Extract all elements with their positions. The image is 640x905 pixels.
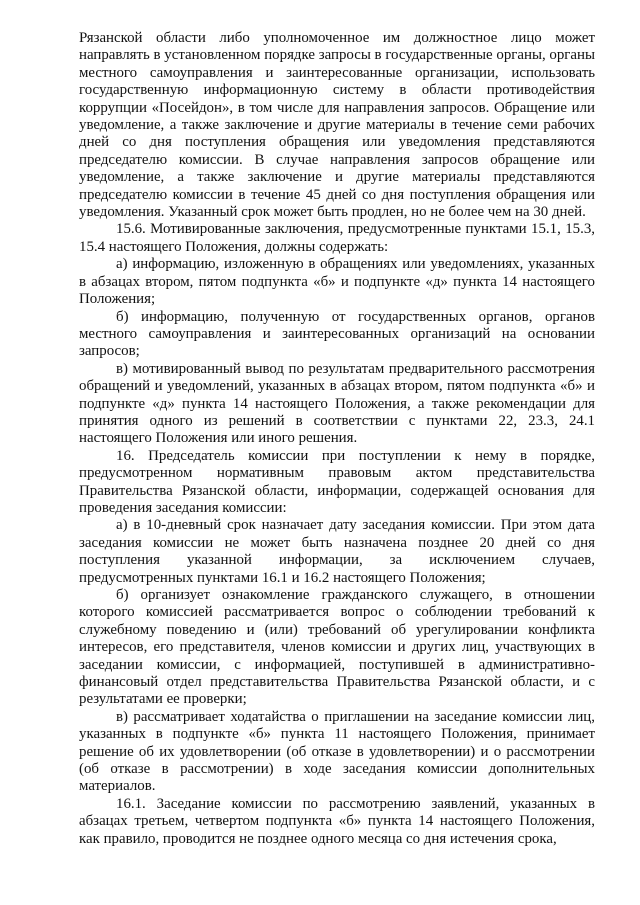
paragraph-16-1: 16.1. Заседание комиссии по рассмотрению заявлений, указанных в абзацах третьем, четвертом подпункта «б» пункта 14 настоящего Положения, как правило, проводится не позднее одного месяца со дня истечения срока, xyxy=(79,795,595,847)
document-page xyxy=(79,30,595,848)
paragraph-15-6-a: а) информацию, изложенную в обращениях или уведомлениях, указанных в абзацах втором, пятом подпункта «б» и подпункте «д» пункта 14 настоящего Положения; xyxy=(79,256,595,308)
paragraph-16-v: в) рассматривает ходатайства о приглашении на заседание комиссии лиц, указанных в подпункте «б» пункта 11 настоящего Положения, принимает решение об их удовлетворении (об отказе в удовлетворении) и о рассмотрении (об отказе в рассмотрении) в ходе заседания комиссии дополнительных материалов. xyxy=(79,708,595,795)
paragraph-15-6: 15.6. Мотивированные заключения, предусмотренные пунктами 15.1, 15.3, 15.4 настоящего Положения, должны содержать: xyxy=(79,221,595,255)
paragraph-continuation: Рязанской области либо уполномоченное им должностное лицо может направлять в установленном порядке запросы в государственные органы, органы местного самоуправления и заинтересованные организации, использовать государственную информационную систему в области противодействия коррупции «Посейдон», в том числе для направления запросов. Обращение или уведомление, а также заключение и другие материалы в течение семи рабочих дней со дня поступления обращения или уведомления представляются председателю комиссии. В случае направления запросов обращение или уведомление, а также заключение и другие материалы представляются председателю комиссии в течение 45 дней со дня поступления обращения или уведомления. Указанный срок может быть продлен, но не более чем на 30 дней. xyxy=(79,30,595,221)
paragraph-15-6-b: б) информацию, полученную от государственных органов, органов местного самоуправления и заинтересованных организаций на основании запросов; xyxy=(79,308,595,360)
paragraph-16-a: а) в 10-дневный срок назначает дату заседания комиссии. При этом дата заседания комиссии не может быть назначена позднее 20 дней со дня поступления указанной информации, за исключением случаев, предусмотренных пунктами 16.1 и 16.2 настоящего Положения; xyxy=(79,517,595,586)
paragraph-15-6-v: в) мотивированный вывод по результатам предварительного рассмотрения обращений и уведомлений, указанных в абзацах втором, пятом подпункта «б» и подпункте «д» пункта 14 настоящего Положения, а также рекомендации для принятия одного из решений в соответствии с пунктами 22, 23.3, 24.1 настоящего Положения или иного решения. xyxy=(79,360,595,447)
paragraph-16: 16. Председатель комиссии при поступлении к нему в порядке, предусмотренном нормативным правовым актом представительства Правительства Рязанской области, информации, содержащей основания для проведения заседания комиссии: xyxy=(79,447,595,516)
paragraph-16-b: б) организует ознакомление гражданского служащего, в отношении которого комиссией рассматривается вопрос о соблюдении требований к служебному поведению и (или) требований об урегулировании конфликта интересов, его представителя, членов комиссии и других лиц, участвующих в заседании комиссии, с информацией, поступившей в административно-финансовый отдел представительства Правительства Рязанской области, и с результатами ее проверки; xyxy=(79,587,595,708)
